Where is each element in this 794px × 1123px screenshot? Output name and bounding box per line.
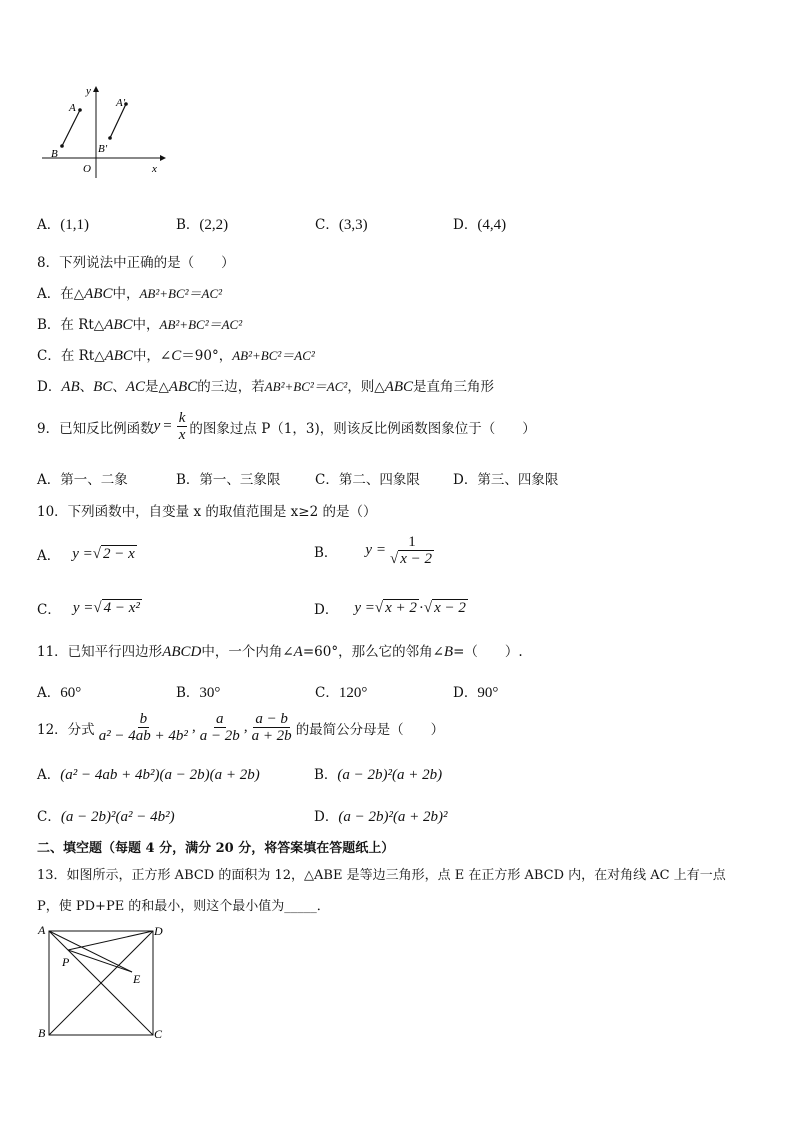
option-value: 120°	[338, 685, 368, 701]
radicand: 4 − x²	[103, 600, 140, 616]
comma: ,	[243, 719, 248, 735]
math: y =	[354, 599, 375, 616]
label-a1: A'	[116, 97, 126, 109]
q8-option-c	[37, 344, 315, 365]
q8-option-b	[37, 313, 242, 334]
q11-option-a	[37, 681, 81, 702]
numerator: b	[139, 711, 148, 727]
q12-option-b	[314, 763, 442, 784]
q9-stem	[37, 410, 536, 443]
radical-icon: √	[423, 599, 433, 616]
option-value: (3,3)	[338, 217, 368, 233]
section-heading: 二、填空题（每题 4 分，满分 20 分，将答案填在答题纸上）	[37, 841, 395, 856]
math: ABC	[384, 379, 414, 395]
radicand: x + 2	[385, 600, 417, 616]
label-d: D	[154, 924, 163, 938]
math: y =	[365, 542, 386, 558]
label-c: C	[154, 1027, 163, 1041]
point-b1	[108, 136, 112, 140]
math: AB²+BC²＝AC²	[264, 379, 348, 394]
q12-option-c	[37, 805, 175, 826]
option-label: C．	[315, 685, 339, 701]
text: D．	[37, 379, 62, 395]
q12-option-d	[314, 805, 448, 826]
text: 中，∠	[132, 348, 172, 364]
q7-option-d	[453, 213, 506, 234]
point-a	[78, 108, 82, 112]
text: =（ ）.	[453, 644, 523, 660]
math: y	[153, 418, 161, 434]
label-a: A	[38, 923, 46, 937]
option-label: A．	[37, 217, 61, 233]
q13-line-2: P，使 PD+PE 的和最小，则这个最小值为_____．	[37, 899, 330, 914]
text: 中，	[112, 286, 140, 302]
option-label: B．	[176, 685, 200, 701]
text: ，则△	[347, 379, 385, 395]
denominator: a + 2b	[251, 728, 292, 744]
option-label: A．	[37, 548, 61, 564]
q11-option-b	[176, 681, 220, 702]
label-p: P	[62, 955, 70, 969]
fraction	[388, 534, 436, 567]
radicand: x − 2	[434, 600, 466, 616]
denominator: a − 2b	[199, 728, 240, 744]
label-a: A	[69, 102, 76, 114]
segment-ab	[62, 110, 80, 146]
x-label: x	[152, 163, 157, 175]
fraction-2	[198, 711, 242, 744]
numerator: a − b	[255, 711, 288, 727]
segment-a1b1	[110, 104, 126, 138]
fraction-3	[250, 711, 294, 744]
option-value: (4,4)	[477, 217, 507, 233]
option-label: B．	[176, 217, 200, 233]
q7-option-c	[315, 213, 368, 234]
q9-option-c: C．第二、四象限	[315, 472, 420, 488]
option-value: (a − 2b)²(a² − 4b²)	[60, 809, 175, 825]
option-label: B．	[314, 767, 338, 783]
text: ＝90°，	[181, 348, 233, 364]
text: C．在 Rt△	[37, 348, 105, 364]
text: 的三边，若	[197, 379, 265, 395]
q10-option-d	[314, 598, 468, 618]
math: A	[293, 644, 303, 660]
text: 是△	[145, 379, 169, 395]
text: B．在 Rt△	[37, 317, 105, 333]
label-e: E	[133, 972, 141, 986]
option-value: 60°	[60, 685, 82, 701]
label-b: B	[38, 1026, 46, 1040]
option-value: (1,1)	[60, 217, 89, 233]
radical-icon: √	[93, 599, 102, 616]
denominator: x	[178, 427, 186, 443]
math: C	[171, 348, 182, 364]
q9-option-d: D．第三、四象限	[453, 472, 559, 488]
math: ABC	[104, 317, 133, 333]
q10-stem: 10．下列函数中，自变量 x 的取值范围是 x≥2 的是（）	[37, 504, 377, 520]
option-label: B．	[314, 544, 338, 561]
option-label: C．	[37, 602, 61, 618]
text: 12．分式	[37, 721, 95, 738]
option-value: (a² − 4ab + 4b²)(a − 2b)(a + 2b)	[60, 767, 260, 783]
numerator: a	[216, 711, 224, 727]
comma: ,	[191, 719, 196, 735]
text: =60°，那么它的邻角∠	[302, 644, 444, 660]
math: AC	[125, 379, 145, 395]
origin-label: O	[83, 163, 91, 175]
text: 中，	[132, 317, 160, 333]
radical-icon: √	[374, 599, 384, 616]
option-value: (a − 2b)²(a + 2b)²	[338, 809, 448, 825]
point-b	[60, 144, 64, 148]
math: ABC	[84, 286, 113, 302]
text: 的图象过点 P（1，3)，则该反比例函数图象位于（ ）	[189, 420, 536, 437]
option-label: C．	[315, 217, 339, 233]
q10-option-a	[37, 544, 137, 564]
math: y =	[72, 545, 93, 562]
text: 、	[79, 379, 94, 395]
q8-option-a	[37, 282, 222, 303]
q12-option-a	[37, 763, 260, 784]
y-label: y	[86, 85, 91, 97]
denominator: a² − 4ab + 4b²	[98, 728, 188, 744]
label-b1: B'	[98, 143, 108, 155]
math: AB²+BC²＝AC²	[159, 317, 243, 332]
q11-option-c	[315, 681, 367, 702]
q12-stem	[37, 711, 444, 744]
q7-option-b	[176, 213, 228, 234]
fraction-1	[97, 711, 190, 744]
text: 9．已知反比例函数	[37, 420, 154, 437]
math: =	[163, 418, 172, 434]
text: A．在△	[37, 286, 85, 302]
math: AB²+BC²＝AC²	[232, 348, 315, 363]
text: 是直角三角形	[413, 379, 495, 395]
q7-coordinate-figure	[38, 82, 168, 182]
radical-icon: √	[92, 545, 102, 562]
math: ABCD	[162, 644, 202, 660]
math: ·	[418, 599, 424, 616]
q10-option-b	[314, 534, 438, 567]
text: 中，一个内角∠	[201, 644, 294, 660]
q8-option-d	[37, 375, 494, 396]
q11-stem	[37, 640, 523, 661]
option-label: D．	[453, 217, 478, 233]
math: AB²+BC²＝AC²	[139, 286, 223, 301]
label-b: B	[51, 148, 58, 160]
q13-line-1: 13．如图所示，正方形 ABCD 的面积为 12，△ABE 是等边三角形，点 E 在正方形 ABCD 内，在对角线 AC 上有一点	[37, 868, 726, 883]
q8-stem: 8．下列说法中正确的是（ ）	[37, 255, 235, 271]
math: B	[443, 644, 454, 660]
y-axis-arrow-icon	[93, 86, 99, 92]
math: y =	[72, 599, 94, 616]
option-label: A．	[37, 767, 61, 783]
option-label: C．	[37, 809, 61, 825]
option-label: D．	[314, 809, 339, 825]
numerator: 1	[408, 534, 416, 550]
q10-option-c	[37, 598, 142, 618]
text: 的最简公分母是（ ）	[295, 721, 445, 738]
option-label: D．	[314, 602, 339, 618]
option-label: D．	[453, 685, 478, 701]
option-value: (2,2)	[199, 217, 229, 233]
option-label: A．	[37, 685, 61, 701]
radicand: 2 − x	[103, 546, 135, 562]
option-value: 30°	[199, 685, 221, 701]
numerator: k	[178, 410, 186, 426]
q9-option-a: A．第一、二象	[37, 472, 128, 488]
fraction-k-over-x	[177, 410, 188, 443]
segment-pd	[68, 931, 153, 950]
math: AB	[61, 379, 80, 395]
radical-icon: √	[389, 551, 399, 567]
math: ABC	[168, 379, 198, 395]
option-value: (a − 2b)²(a + 2b)	[337, 767, 443, 783]
q13-square-figure	[36, 922, 166, 1042]
x-axis-arrow-icon	[160, 155, 166, 161]
q9-option-b: B．第一、三象限	[176, 472, 281, 488]
math: BC	[93, 379, 113, 395]
radicand: x − 2	[400, 551, 432, 567]
math: ABC	[104, 348, 133, 364]
q7-option-a	[37, 213, 89, 234]
text: 、	[112, 379, 126, 395]
q11-option-d	[453, 681, 498, 702]
text: 11．已知平行四边形	[37, 644, 163, 660]
option-value: 90°	[477, 685, 499, 701]
